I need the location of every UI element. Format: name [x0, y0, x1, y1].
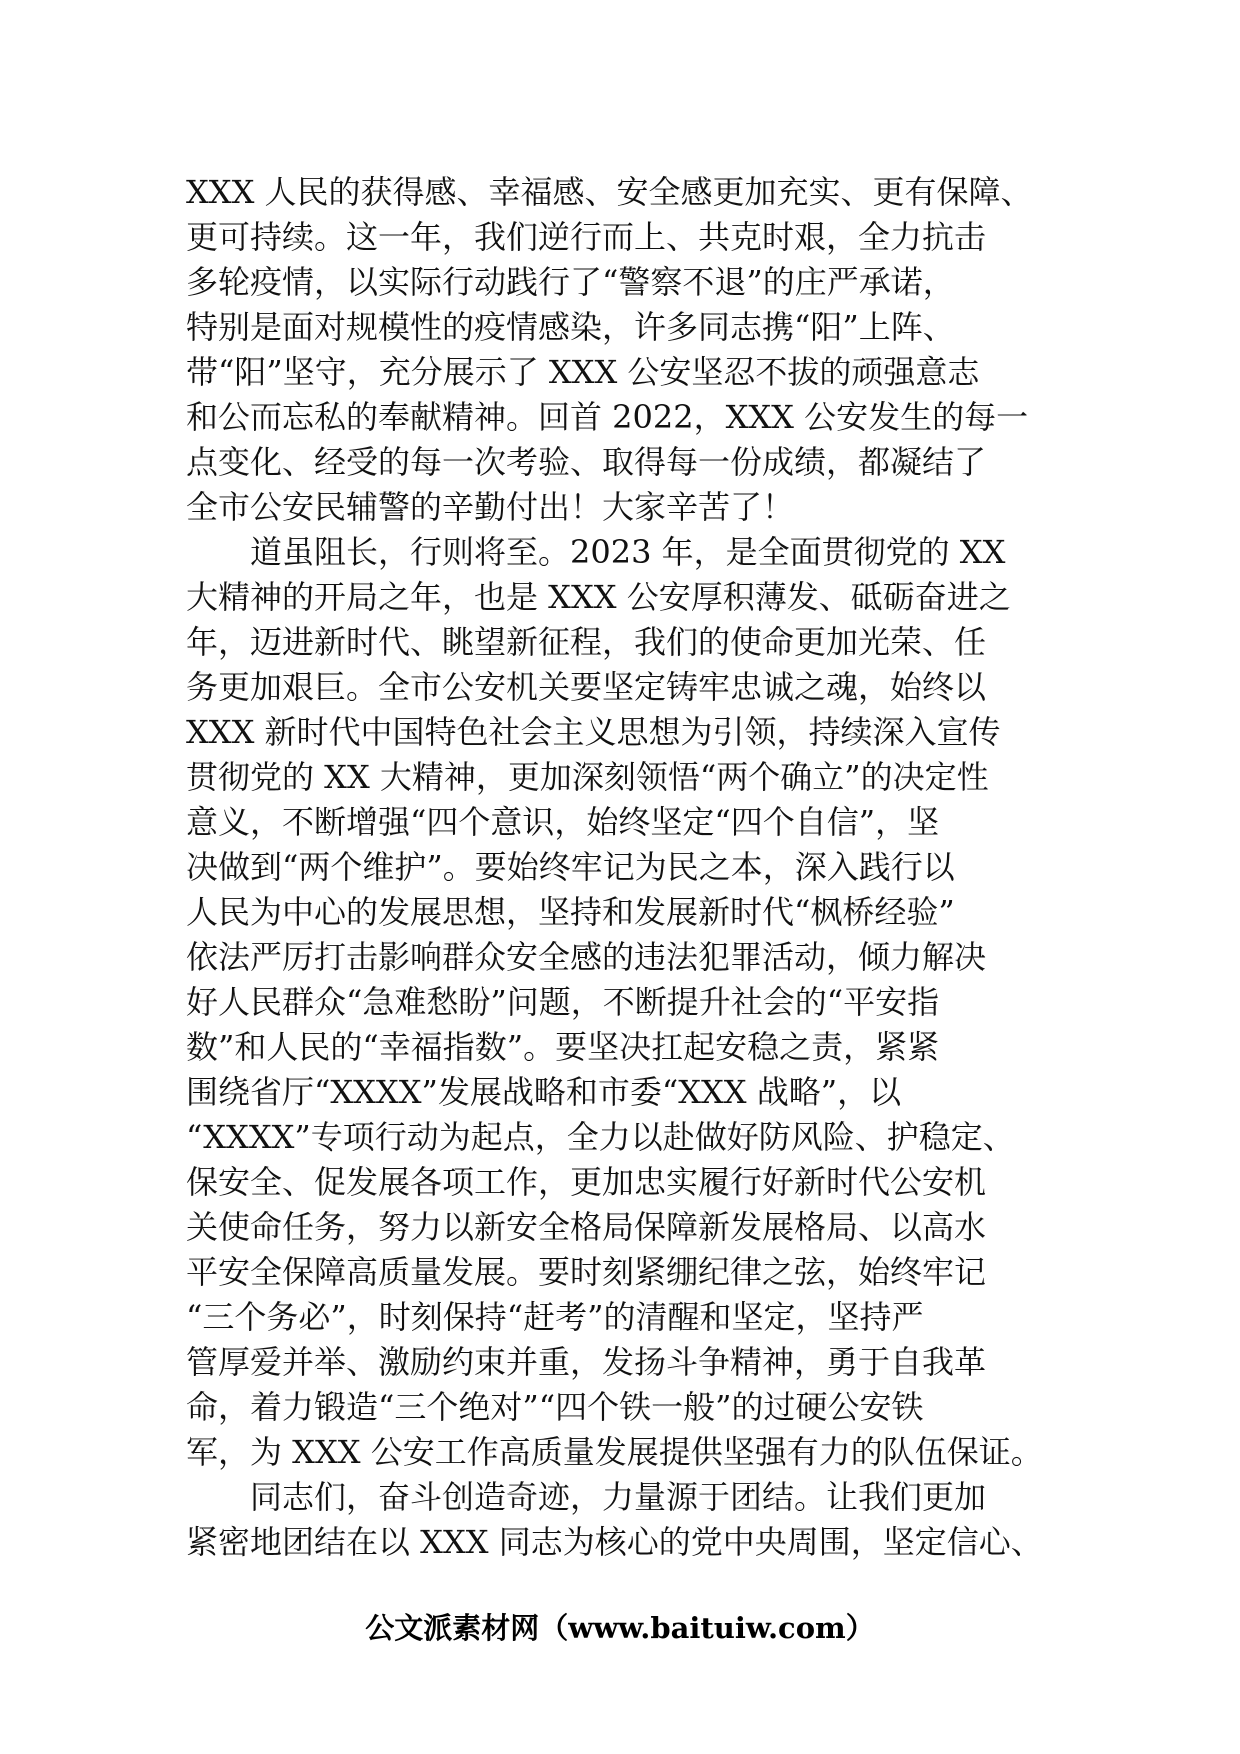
text-line: 和公而忘私的奉献精神。回首 2022，XXX 公安发生的每一	[186, 398, 1029, 436]
text-line: 多轮疫情，以实际行动践行了“警察不退”的庄严承诺，	[186, 263, 955, 301]
text-line: 特别是面对规模性的疫情感染，许多同志携“阳”上阵、	[186, 308, 955, 346]
text-line: 务更加艰巨。全市公安机关要坚定铸牢忠诚之魂，始终以	[186, 668, 987, 706]
text-line: 全市公安民辅警的辛勤付出！大家辛苦了！	[186, 488, 795, 526]
text-line: 年，迈进新时代、眺望新征程，我们的使命更加光荣、任	[186, 623, 987, 661]
text-line: 道虽阻长，行则将至。2023 年，是全面贯彻党的 XX	[186, 533, 1006, 571]
text-line: 意义，不断增强“四个意识，始终坚定“四个自信”，坚	[186, 803, 940, 841]
body-text	[186, 170, 1066, 1565]
text-line: 贯彻党的 XX 大精神，更加深刻领悟“两个确立”的决定性	[186, 758, 989, 796]
text-line: “三个务必”，时刻保持“赶考”的清醒和坚定，坚持严	[186, 1298, 924, 1336]
text-line: XXX 新时代中国特色社会主义思想为引领，持续深入宣传	[186, 713, 1001, 751]
text-line: 围绕省厅“XXXX”发展战略和市委“XXX 战略”，以	[186, 1073, 902, 1111]
text-line: 大精神的开局之年，也是 XXX 公安厚积薄发、砥砺奋进之	[186, 578, 1011, 616]
text-line: 命，着力锻造“三个绝对”“四个铁一般”的过硬公安铁	[186, 1388, 924, 1426]
text-line: 同志们，奋斗创造奇迹，力量源于团结。让我们更加	[186, 1478, 987, 1516]
text-line: 关使命任务，努力以新安全格局保障新发展格局、以高水	[186, 1208, 987, 1246]
text-line: 平安全保障高质量发展。要时刻紧绷纪律之弦，始终牢记	[186, 1253, 987, 1291]
text-line: 决做到“两个维护”。要始终牢记为民之本，深入践行以	[186, 848, 955, 886]
text-line: 紧密地团结在以 XXX 同志为核心的党中央周围，坚定信心、	[186, 1523, 1043, 1561]
text-line: 数”和人民的“幸福指数”。要坚决扛起安稳之责，紧紧	[186, 1028, 940, 1066]
text-line: XXX 人民的获得感、幸福感、安全感更加充实、更有保障、	[186, 173, 1033, 211]
text-line: 管厚爱并举、激励约束并重，发扬斗争精神，勇于自我革	[186, 1343, 987, 1381]
text-line: 人民为中心的发展思想，坚持和发展新时代“枫桥经验”	[186, 893, 955, 931]
text-line: 军，为 XXX 公安工作高质量发展提供坚强有力的队伍保证。	[186, 1433, 1043, 1471]
text-line: 依法严厉打击影响群众安全感的违法犯罪活动，倾力解决	[186, 938, 987, 976]
text-line: 带“阳”坚守，充分展示了 XXX 公安坚忍不拔的顽强意志	[186, 353, 980, 391]
text-line: 好人民群众“急难愁盼”问题，不断提升社会的“平安指	[186, 983, 940, 1021]
text-line: 更可持续。这一年，我们逆行而上、共克时艰，全力抗击	[186, 218, 987, 256]
text-line: 保安全、促发展各项工作，更加忠实履行好新时代公安机	[186, 1163, 987, 1201]
text-line: 点变化、经受的每一次考验、取得每一份成绩，都凝结了	[186, 443, 987, 481]
text-line: “XXXX”专项行动为起点，全力以赴做好防风险、护稳定、	[186, 1118, 1015, 1156]
footer-source: 公文派素材网（www.baituiw.com）	[365, 1611, 875, 1645]
